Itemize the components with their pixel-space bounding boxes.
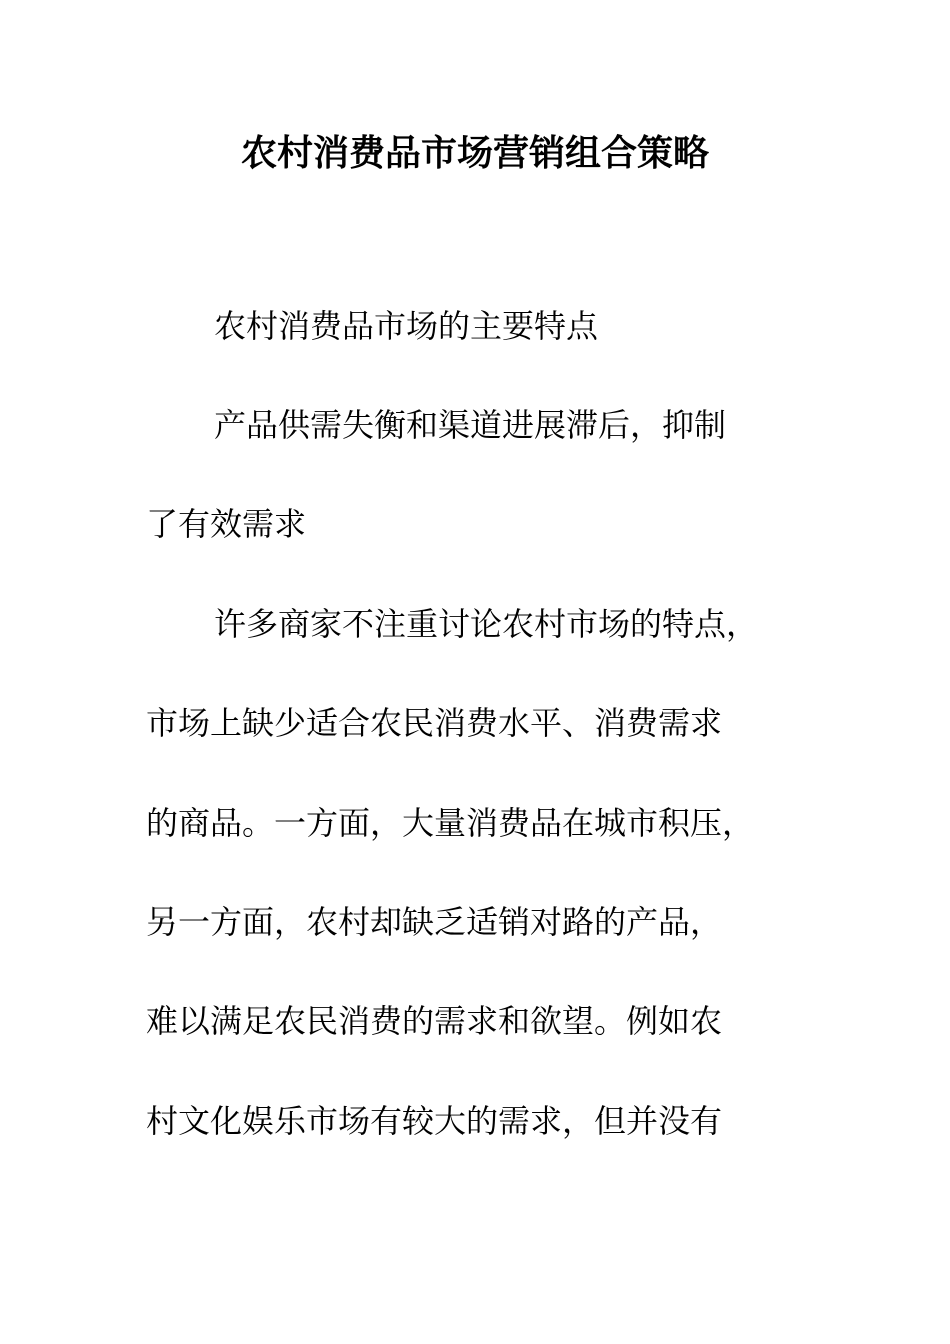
- paragraph-line: 的商品。一方面，大量消费品在城市积压，: [146, 804, 755, 842]
- document-title: 农村消费品市场营销组合策略: [240, 132, 709, 174]
- paragraph-line: 了有效需求: [146, 505, 307, 543]
- paragraph-line: 另一方面，农村却缺乏适销对路的产品，: [146, 903, 723, 941]
- paragraph-line: 产品供需失衡和渠道进展滞后，抑制: [214, 406, 727, 444]
- paragraph-line: 村文化娱乐市场有较大的需求，但并没有: [146, 1102, 723, 1140]
- paragraph-line: 难以满足农民消费的需求和欲望。例如农: [146, 1002, 723, 1040]
- paragraph-line: 市场上缺少适合农民消费水平、消费需求: [146, 704, 723, 742]
- section-heading: 农村消费品市场的主要特点: [214, 307, 599, 345]
- paragraph-line: 许多商家不注重讨论农村市场的特点，: [214, 605, 759, 643]
